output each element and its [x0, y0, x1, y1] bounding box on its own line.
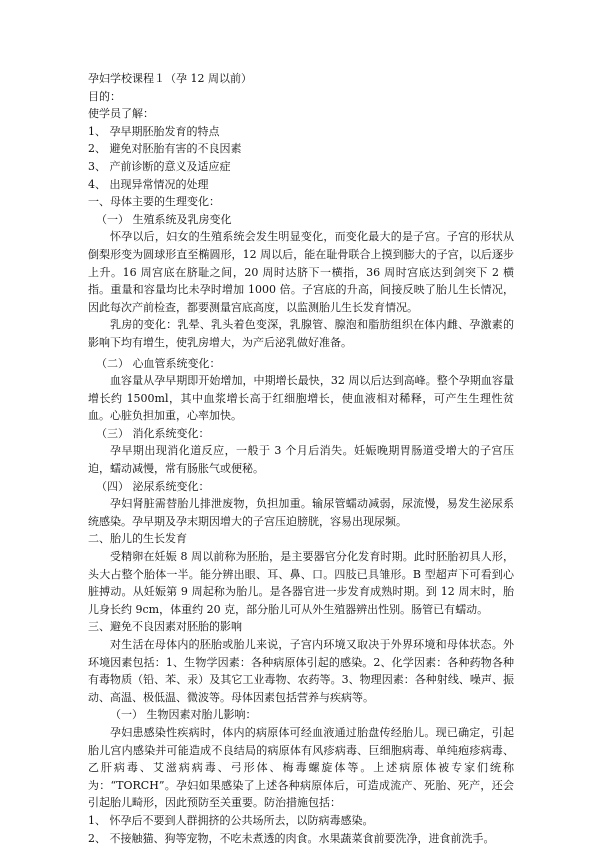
- section-heading: 一、母体主要的生理变化：: [88, 195, 220, 209]
- paragraph: 孕妇患感染性疾病时，体内的病原体可经血液通过胎盘传经胎儿。现已确定，引起胎儿宫内感染并可能造成不良结局的病原体有风疹病毒、巨细胞病毒、单纯疱疹病毒、乙肝病毒、艾滋病病毒、弓形体、梅毒螺旋体等。上述病原体被专家们统称为：“TORCH”。孕妇如果感染了上述各种病原体后，可造成流产、死胎、死产，还会引起胎儿畸形，因此预防至关重要。防治措施包括：: [88, 725, 514, 810]
- goal-item: 2、 避免对胚胎有害的不良因素: [88, 142, 242, 156]
- section-heading: 二、胎儿的生长发育: [88, 532, 187, 546]
- goal-item: 3、 产前诊断的意义及适应症: [88, 159, 231, 173]
- subsection-heading: （四） 泌尿系统变化：: [96, 479, 210, 493]
- purpose-label: 目的：: [88, 89, 121, 103]
- measure-item: 2、 不接触猫、狗等宠物，不吃未煮透的肉食。水果蔬菜食前要洗净，进食前洗手。: [88, 831, 495, 845]
- subsection-heading: （三） 消化系统变化：: [96, 426, 210, 440]
- paragraph: 乳房的变化：乳晕、乳头着色变深，乳腺管、腺泡和脂肪组织在体内雌、孕激素的影响下均有增生，使乳房增大，为产后泌乳做好准备。: [88, 318, 514, 349]
- paragraph: 孕妇肾脏需替胎儿排泄废物，负担加重。输尿管蠕动减弱，尿流慢，易发生泌尿系统感染。孕早期及孕末期因增大的子宫压迫膀胱，容易出现尿频。: [88, 497, 514, 528]
- paragraph: 受精卵在妊娠 8 周以前称为胚胎，是主要器官分化发育时期。此时胚胎初具人形，头大占整个胎体一半。能分辨出眼、耳、鼻、口。四肢已具雏形。B 型超声下可看到心脏搏动。从妊娠第 9 周起称为胎儿。是各器官进一步发育成熟时期。到 12 周末时，胎儿身长约 9cm，体重约 20 克，部分胎儿可从外生殖器辨出性别。肠管已有蠕动。: [88, 550, 514, 616]
- paragraph: 怀孕以后，妇女的生殖系统会发生明显变化，而变化最大的是子宫。子宫的形状从倒梨形变为圆球形直至椭圆形，12 周以后，能在耻骨联合上摸到膨大的子宫，以后逐步上升。16 周宫底在脐耻之间，20 周时达脐下一横指，36 周时宫底达到剑突下 2 横指。重量和容量均比未孕时增加 1000 倍。子宫底的升高，间接反映了胎儿生长情况，因此每次产前检查，都要测量宫底高度，以监测胎儿生长发育情况。: [88, 230, 514, 314]
- learn-label: 使学员了解：: [88, 107, 154, 121]
- subsection-heading: （一） 生殖系统及乳房变化: [96, 212, 232, 226]
- measure-item: 1、 怀孕后不要到人群拥挤的公共场所去，以防病毒感染。: [88, 813, 374, 827]
- subsection-heading: （二） 心血管系统变化：: [96, 356, 221, 370]
- document-title: 孕妇学校课程１（孕 12 周以前）: [88, 72, 252, 85]
- section-heading: 三、避免不良因素对胚胎的影响: [88, 620, 242, 634]
- paragraph: 血容量从孕早期即开始增加，中期增长最快，32 周以后达到高峰。整个孕期血容量增长约 1500ml，其中血浆增长高于红细胞增长，使血液相对稀释，可产生生理性贫血。心脏负担加重，心率加快。: [88, 374, 514, 423]
- goal-item: 1、 孕早期胚胎发育的特点: [88, 124, 220, 138]
- paragraph: 对生活在母体内的胚胎或胎儿来说，子宫内环境又取决于外界环境和母体状态。外环境因素包括：1、生物学因素：各种病原体引起的感染。2、化学因素：各种药物各种有毒物质（铅、苯、汞）及其它工业毒物、农药等。3、物理因素：各种射线、噪声、振动、高温、极低温、微波等。母体因素包括营养与疾病等。: [88, 638, 514, 704]
- paragraph: 孕早期出现消化道反应，一般于 3 个月后消失。妊娠晚期胃肠道受增大的子宫压迫，蠕动减慢，常有肠胀气或便秘。: [88, 444, 514, 476]
- goal-item: 4、 出现异常情况的处理: [88, 177, 209, 191]
- subsection-heading: （一） 生物因素对胎儿影响：: [110, 708, 257, 722]
